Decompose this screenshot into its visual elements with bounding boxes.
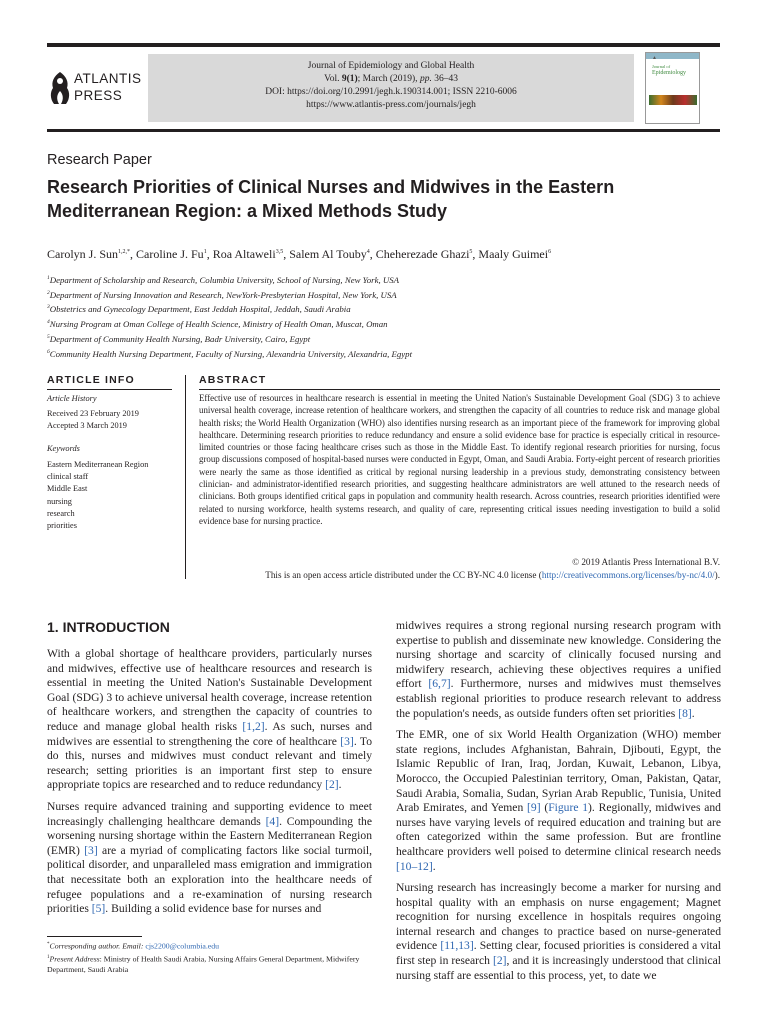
reference-link[interactable]: Figure 1 — [548, 801, 589, 815]
license-line: This is an open access article distributed under the CC BY-NC 4.0 license (http://creativecommons.org/licenses/by-nc/4.0/). — [265, 570, 720, 580]
reference-link[interactable]: [10–12] — [396, 859, 433, 873]
keyword-item: clinical staff — [47, 472, 89, 482]
body-text: midwives requires a strong regional nursing research program with expertise to publish and disseminate new knowledge. Considering the nursing shortage and scarcity of clinically focused nursing and midwifery research, achieving these objectives requires a unified effort — [396, 619, 721, 691]
body-text: ). Regionally, midwives and nurses have varying levels of required education and training but are often categorized within the same profession. But are frontline healthcare providers well poised to determine clinical research needs — [396, 801, 721, 858]
keyword-item: nursing — [47, 496, 72, 506]
affiliation-text: Department of Nursing Innovation and Research, NewYork-Presbyterian Hospital, New York, USA — [49, 289, 397, 300]
author-name: Maaly Guimei — [478, 247, 549, 261]
author-affiliation-marker: 6 — [548, 249, 552, 255]
body-column-right — [396, 619, 721, 990]
abstract-rule — [199, 389, 720, 390]
author-separator: , — [130, 247, 137, 261]
paper-title: Research Priorities of Clinical Nurses and Midwives in the Eastern Mediterranean Region: a Mixed Methods Study — [47, 177, 615, 221]
received-date: Received 23 February 2019 — [47, 409, 139, 418]
logo-wordmark-bottom: PRESS — [74, 88, 123, 103]
keyword-item: Middle East — [47, 484, 88, 494]
reference-link[interactable]: [2] — [325, 778, 339, 792]
affiliation-item — [47, 331, 727, 346]
body-text: . Compounding the worsening nursing shortage within the Eastern Mediterranean Region (EMR) — [47, 814, 372, 857]
affiliation-text: Nursing Program at Oman College of Health Science, Ministry of Health Oman, Muscat, Oman — [49, 319, 388, 330]
top-rule — [47, 43, 720, 47]
body-text: . Building a solid evidence base for nurses and — [105, 902, 322, 916]
body-text: Nurses require advanced training and supporting evidence to meet increasingly challenging healthcare demands — [47, 799, 372, 828]
article-info-rule — [47, 389, 172, 390]
cover-image — [649, 95, 697, 105]
affiliation-list — [47, 272, 727, 360]
footnotes — [47, 939, 377, 975]
body-text: With a global shortage of healthcare providers, particularly nurses and midwives, effective use of healthcare resources and research is essential in meeting the United Nation's Sustainable Development Goal (SDG) 3 to achieve universal health coverage, increase retention of healthcare workers, and strengthen the capacity of countries to reduce and manage global health risks — [47, 647, 372, 733]
body-paragraph — [396, 728, 721, 874]
affiliation-marker: 1 — [47, 275, 50, 281]
keyword-item: research — [47, 508, 75, 518]
affiliation-text: Department of Scholarship and Research, Columbia University, School of Nursing, New York, USA — [49, 274, 400, 285]
reference-link[interactable]: [11,13] — [440, 939, 474, 953]
article-info-heading: ARTICLE INFO — [47, 374, 135, 386]
keyword-item: Eastern Mediterranean Region — [47, 460, 149, 469]
affiliation-item — [47, 287, 727, 302]
cover-title: Journal of Epidemiology — [652, 64, 686, 76]
author-affiliation-marker: 4 — [366, 249, 370, 255]
reference-link[interactable]: [4] — [265, 814, 280, 828]
author-name: Cheherezade Ghazi — [375, 247, 470, 261]
abstract-divider — [185, 375, 186, 579]
atlantis-press-logo[interactable] — [47, 70, 147, 108]
affiliation-text: Department of Community Health Nursing, Badr University, Cairo, Egypt — [49, 333, 311, 344]
corresponding-email-link[interactable]: cjs2200@columbia.edu — [145, 941, 220, 951]
body-text: ( — [540, 801, 549, 815]
section-heading-introduction: 1. INTRODUCTION — [47, 619, 170, 635]
author-list — [47, 247, 727, 262]
corresponding-author-note: *Corresponding author. Email: cjs2200@columbia.edu — [47, 941, 220, 951]
body-text: . — [691, 706, 695, 720]
article-history-label: Article History — [47, 394, 97, 403]
affiliation-text: Obstetrics and Gynecology Department, East Jeddah Hospital, Jeddah, Saudi Arabia — [49, 304, 351, 315]
author-affiliation-marker: 1,2,* — [118, 249, 131, 255]
author-name: Roa Altaweli — [212, 247, 276, 261]
body-text: . — [432, 859, 436, 873]
reference-link[interactable]: [9] — [527, 801, 541, 815]
reference-link[interactable]: [3] — [84, 843, 98, 857]
body-text: are a myriad of complicating factors like social turmoil, political disorder, and unparalleled mass emigration and immigration that necessitate both an exploration into the healthcare needs of refugee populations and a re-examination of nursing research priorities — [47, 843, 373, 916]
affiliation-marker: 2 — [47, 289, 50, 296]
author-name: Carolyn J. Sun — [47, 247, 119, 261]
body-text: . As such, nurses and midwives are essential to strengthening the core of healthcare — [47, 719, 372, 748]
logo-wordmark-top: ATLANTIS — [74, 71, 142, 86]
present-address-note: $^1$Present Address: Ministry of Health Saudi Arabia, Nursing Affairs General Department, Midwifery Department, Saudi Arabia — [47, 954, 360, 975]
body-text: . Furthermore, nurses and midwives must themselves establish regional priorities to produce research relevant to address the population's needs, as outside funders often set priorities — [396, 677, 721, 720]
affiliation-marker: 6 — [47, 348, 50, 355]
author-separator: , — [369, 247, 376, 261]
abstract-text: Effective use of resources in healthcare research is essential in meeting the United Nation's Sustainable Development Goal (SDG) 3 to achieve universal health coverage, increase retention of healthcare workers, and strengthen the capacity of all countries to reduce risk and manage global health risks; the World Health Organization (WHO) also identifies nursing research as an important piece of the framework for improving global healthcare. Determining research priorities to reduce redundancy and ensure a solid evidence base for practice is especially critical in resource-limited countries or those facing healthcare crises such as those in the Middle East. To identify regional research priorities for nursing, focus group discussions composed of hospital-based nurses were conducted in Egypt, Oman, and Saudi Arabia. Forty-eight percent of research priorities were nearly the same as those identified as critical by regional nursing leadership in a previous study, demonstrating consistency between clinician- and administrator-identified research priorities, and suggesting healthcare administrators are well attuned to the research needs of clinicians. Both groups identified critical gaps in population and community health research. Across countries, research priorities identified were related to nursing workforce, health systems research, and quality of care, representing critical issues needing investigation to build a solid evidence base for nursing practice. — [199, 393, 720, 526]
body-text: . — [338, 778, 342, 792]
paper-type-label: Research Paper — [47, 152, 152, 168]
author-separator: , — [206, 247, 213, 261]
body-paragraph — [47, 647, 372, 793]
footnote-rule — [47, 936, 142, 937]
header-rule — [47, 129, 720, 132]
journal-cover-thumbnail[interactable]: ▲ Journal of Epidemiology — [645, 52, 700, 124]
copyright-notice — [199, 556, 720, 582]
affiliation-marker: 5 — [47, 333, 50, 340]
author-name: Salem Al Touby — [289, 247, 367, 261]
journal-doi[interactable]: DOI: https://doi.org/10.2991/jegh.k.190314.001; ISSN 2210-6006 — [265, 87, 517, 97]
affiliation-item — [47, 301, 727, 316]
keyword-item: priorities — [47, 521, 77, 531]
license-link[interactable]: http://creativecommons.org/licenses/by-nc/4.0/ — [541, 570, 715, 580]
keywords-label: Keywords — [47, 444, 80, 453]
affiliation-item — [47, 346, 727, 361]
body-text: . Setting clear, focused priorities is considered a vital first step in research — [396, 939, 722, 968]
reference-link[interactable]: [1,2] — [242, 719, 265, 733]
atlantis-logo-icon — [47, 70, 73, 106]
body-column-left — [47, 647, 372, 924]
author-separator: , — [283, 247, 290, 261]
author-name: Caroline J. Fu — [136, 247, 204, 261]
reference-link[interactable]: [2] — [492, 954, 507, 968]
body-text: Nursing research has increasingly become a marker for nursing and hospital quality with an emphasis on nurse engagement; Magnet recognition for nursing excellence in hospitals requires ongoing internal research and changes to practice based on nurse-generated evidence — [396, 881, 721, 953]
journal-url[interactable]: https://www.atlantis-press.com/journals/jegh — [306, 100, 476, 110]
journal-name: Journal of Epidemiology and Global Health — [307, 61, 475, 71]
author-separator: , — [472, 247, 479, 261]
author-affiliation-marker: 1 — [203, 249, 207, 255]
body-paragraph — [396, 619, 721, 721]
author-affiliation-marker: 3,5 — [275, 249, 284, 255]
author-affiliation-marker: 5 — [469, 249, 473, 255]
body-paragraph — [396, 881, 721, 983]
abstract-heading: ABSTRACT — [199, 374, 267, 386]
body-text: . To do this, nurses and midwives must conduct relevant and timely research; setting priorities is an important first step to ensure appropriate topics are researched and to reduce redundancy — [47, 734, 372, 792]
body-paragraph — [47, 800, 372, 917]
copyright-line: © 2019 Atlantis Press International B.V. — [572, 557, 720, 567]
reference-link[interactable]: [8] — [678, 706, 692, 720]
affiliation-marker: 3 — [47, 304, 50, 311]
body-text: The EMR, one of six World Health Organization (WHO) member state regions, includes Afghanistan, Bahrain, Djibouti, Egypt, the Islamic Republic of Iran, Iraq, Jordan, Kuwait, Lebanon, Libya, Morocco, the Occupied Palestinian territory, Oman, Pakistan, Qatar, Saudi Arabia, Somalia, Sudan, Syrian Arab Republic, Tunisia, United Arab Emirates, and Yemen — [396, 728, 721, 815]
journal-info-box — [148, 54, 634, 122]
affiliation-marker: 4 — [47, 319, 50, 326]
journal-volume-line: Vol. 9(1); March (2019), pp. 36–43 — [324, 74, 458, 84]
keyword-list — [47, 459, 177, 532]
reference-link[interactable]: [5] — [91, 902, 106, 916]
affiliation-item — [47, 272, 727, 287]
affiliation-text: Community Health Nursing Department, Faculty of Nursing, Alexandria University, Alexandria, Egypt — [49, 348, 413, 359]
accepted-date: Accepted 3 March 2019 — [47, 421, 127, 430]
reference-link[interactable]: [3] — [340, 734, 354, 748]
body-text: , and it is increasingly understood that clinical nursing staff are essential to this process, yet, to date we — [396, 954, 721, 982]
affiliation-item — [47, 316, 727, 331]
reference-link[interactable]: [6,7] — [428, 677, 451, 691]
